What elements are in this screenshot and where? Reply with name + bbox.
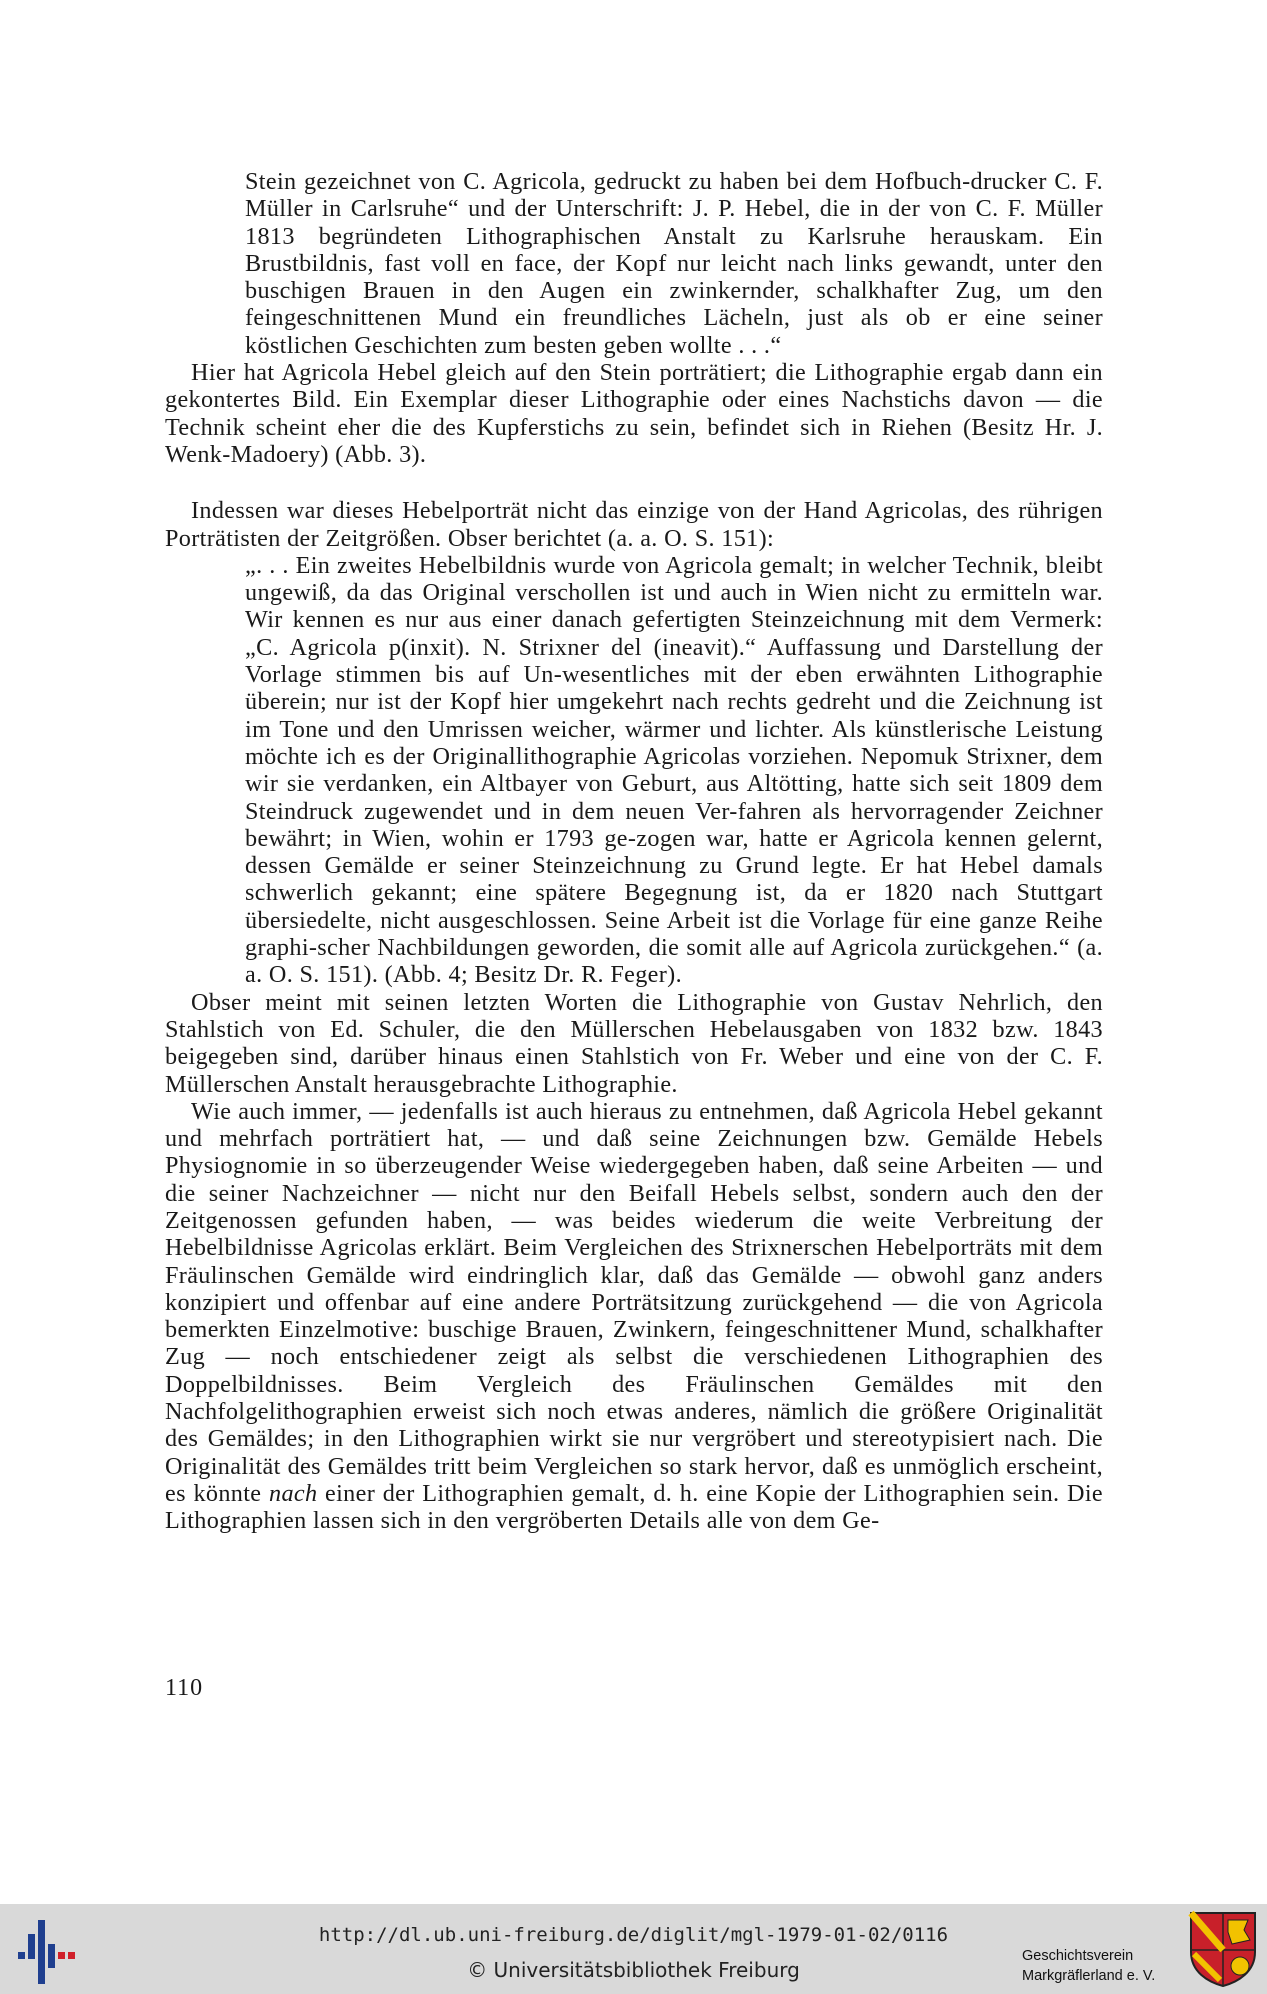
page-number: 110 <box>165 1675 204 1701</box>
society-name-line2: Markgräflerland e. V. <box>1022 1968 1156 1984</box>
footer-copyright: © Universitätsbibliothek Freiburg <box>467 1958 800 1982</box>
paragraph: Hier hat Agricola Hebel gleich auf den Stein porträtiert; die Lithographie ergab dann ein gekontertes Bild. Ein Exemplar dieser Lithographie oder eines Nachstichs davon — die Technik scheint eher die des Kupferstichs zu sein, befindet sich in Riehen (Besitz Hr. J. Wenk-Madoery) (Abb. 3). <box>165 359 1103 468</box>
paragraph-text-start: Wie auch immer, — jedenfalls ist auch hieraus zu entnehmen, daß Agricola Hebel gekannt und mehrfach porträtiert hat, — und daß seine Zeichnungen bzw. Gemälde Hebels Physiognomie in so überzeugender Weise wiedergegeben haben, daß seine Arbeiten — und die seiner Nachzeichner — nicht nur den Beifall Hebels selbst, sondern auch den der Zeitgenossen gefunden haben, — was beides wiederum die weite Verbreitung der Hebelbildnisse Agricolas erklärt. Beim Vergleichen des Strixnerschen Hebelporträts mit dem Fräulinschen Gemälde wird eindringlich klar, daß das Gemälde — obwohl ganz anders konzipiert und offenbar auf eine andere Porträtsitzung zurückgehend — die von Agricola bemerkten Einzelmotive: buschige Brauen, Zwinkern, feingeschnittener Mund, schalkhafter Zug — noch entschiedener zeigt als selbst die verschiedenen Lithographien des Doppelbildnisses. Beim Vergleich des Fräulinschen Gemäldes mit den Nachfolgelithographien erweist sich noch etwas anderes, nämlich die größere Originalität des Gemäldes; in den Lithographien wirkt sie nur vergröbert und stereotypisiert nach. Die Originalität des Gemäldes tritt beim Vergleichen so stark hervor, daß es unmöglich erscheint, es könnte <box>165 1097 1103 1507</box>
paragraph: Indessen war dieses Hebelporträt nicht das einzige von der Hand Agricolas, des rührigen Porträtisten der Zeitgrößen. Obser berichtet (a. a. O. S. 151): <box>165 497 1103 552</box>
block-quote: „. . . Ein zweites Hebelbildnis wurde von Agricola gemalt; in welcher Technik, bleibt ungewiß, da das Original verschollen ist und auch in Wien nicht zu ermitteln war. Wir kennen es nur aus einer danach gefertigten Steinzeichnung mit dem Vermerk: „C. Agricola p(inxit). N. Strixner del (ineavit).“ Auffassung und Darstellung der Vorlage stimmen bis auf Un-wesentliches mit der eben erwähnten Lithographie überein; nur ist der Kopf hier umgekehrt nach rechts gedreht und die Zeichnung ist im Tone und den Umrissen weicher, wärmer und lichter. Als künstlerische Leistung möchte ich es der Originallithographie Agricolas vorziehen. Nepomuk Strixner, dem wir sie verdanken, ein Altbayer von Geburt, aus Altötting, hatte sich seit 1809 dem Steindruck zugewendet und in dem neuen Ver-fahren als hervorragender Zeichner bewährt; in Wien, wohin er 1793 ge-zogen war, hatte er Agricola kennen gelernt, dessen Gemälde er seiner Steinzeichnung zu Grund legte. Er hat Hebel damals schwerlich gekannt; eine spätere Begegnung ist, da er 1820 nach Stuttgart übersiedelte, nicht ausgeschlossen. Seine Arbeit ist die Vorlage für eine ganze Reihe graphi-scher Nachbildungen geworden, die somit alle auf Agricola zurückgehen.“ (a. a. O. S. 151). (Abb. 4; Besitz Dr. R. Feger). <box>245 551 1103 989</box>
footer-url-link[interactable]: http://dl.ub.uni-freiburg.de/diglit/mgl-1979-01-02/0116 <box>318 1924 949 1946</box>
coat-of-arms-icon[interactable] <box>1188 1910 1258 1988</box>
paragraph-text-end: einer der Lithographien gemalt, d. h. eine Kopie der Lithographien sein. Die Lithographien lassen sich in den vergröberten Details alle von dem Ge- <box>165 1479 1103 1535</box>
quote-continuation: Stein gezeichnet von C. Agricola, gedruckt zu haben bei dem Hofbuch-drucker C. F. Müller in Carlsruhe“ und der Unterschrift: J. P. Hebel, die in der von C. F. Müller 1813 begründeten Lithographischen Anstalt zu Karlsruhe herauskam. Ein Brustbildnis, fast voll en face, der Kopf nur leicht nach links gewandt, unter den buschigen Brauen in den Augen ein zwinkernder, schalkhafter Zug, um den feingeschnittenen Mund ein freundliches Lächeln, just als ob er eine seiner köstlichen Geschichten zum besten geben wollte . . .“ <box>245 168 1103 359</box>
society-name[interactable] <box>1022 1946 1182 1986</box>
footer-bar <box>0 1904 1267 1994</box>
body-text <box>165 168 1103 1535</box>
emphasized-word: nach <box>269 1479 318 1507</box>
paragraph: Obser meint mit seinen letzten Worten die Lithographie von Gustav Nehrlich, den Stahlstich von Ed. Schuler, die den Müllerschen Hebelausgaben von 1832 bzw. 1843 beigegeben sind, darüber hinaus einen Stahlstich von Fr. Weber und eine von der C. F. Müllerschen Anstalt herausgebrachte Lithographie. <box>165 988 1103 1098</box>
section-gap <box>165 468 1103 497</box>
paragraph <box>165 1098 1103 1535</box>
society-name-line1: Geschichtsverein <box>1022 1948 1134 1964</box>
